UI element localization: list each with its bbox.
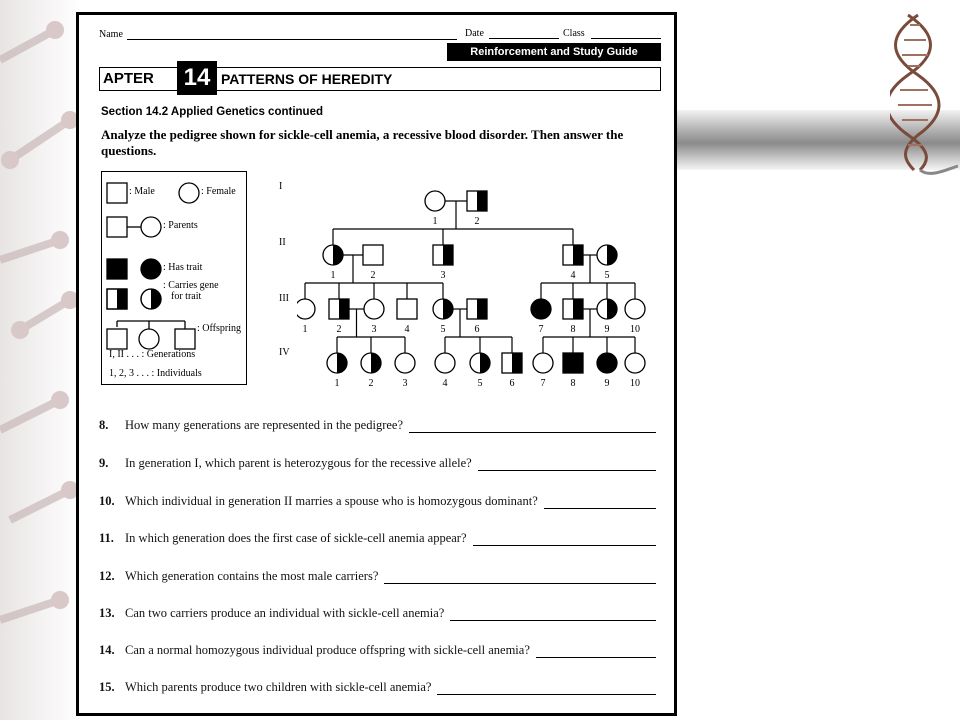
background-left-decoration	[0, 0, 80, 720]
gen2-individual-number: 2	[370, 270, 376, 281]
generation-label-3: III	[279, 293, 289, 304]
gen4-individual-number: 8	[570, 378, 576, 387]
question-text: Which parents produce two children with sickle-cell anemia?	[125, 680, 432, 694]
legend-offspring-square-icon	[107, 329, 127, 349]
gen3-individual-9-female-circle-icon	[597, 299, 617, 319]
molecule-decoration-icon	[0, 0, 80, 720]
legend-carries-label: : Carries gene	[163, 280, 219, 291]
question-text: In which generation does the first case of sickle-cell anemia appear?	[125, 531, 467, 545]
legend-affected-square-icon	[107, 259, 127, 279]
question-text: How many generations are represented in the pedigree?	[125, 418, 404, 432]
gen4-individual-6-male-square-icon	[502, 353, 522, 373]
instructions: Analyze the pedigree shown for sickle-cell anemia, a recessive blood disorder. Then answer the questions.	[101, 127, 624, 158]
answer-blank-8[interactable]	[409, 430, 656, 433]
question-number: 8.	[99, 418, 109, 432]
gen2-individual-number: 4	[570, 270, 576, 281]
question-8	[99, 418, 403, 433]
gen1-individual-1-female-circle-icon	[425, 191, 445, 211]
question-number: 11.	[99, 531, 114, 545]
name-line	[127, 39, 457, 40]
gen2-individual-5-female-circle-icon	[597, 245, 617, 265]
gen4-individual-number: 2	[368, 378, 374, 387]
question-number: 13.	[99, 606, 115, 620]
legend-parents-label: : Parents	[163, 220, 198, 231]
gen2-individual-4-male-square-icon	[563, 245, 583, 265]
gen3-individual-number: 4	[404, 324, 410, 335]
gen2-individual-3-male-square-icon	[433, 245, 453, 265]
gen3-individual-3-female-circle-icon	[364, 299, 384, 319]
legend-parent-circle-icon	[141, 217, 161, 237]
question-number: 9.	[99, 456, 109, 470]
answer-blank-10[interactable]	[544, 506, 656, 509]
question-text: Which generation contains the most male carriers?	[125, 569, 379, 583]
gen2-individual-1-female-circle-icon	[323, 245, 343, 265]
legend-individuals-label: 1, 2, 3 . . . : Individuals	[109, 368, 202, 379]
chapter-number-box: 14	[177, 61, 217, 95]
legend-male-square-icon	[107, 183, 127, 203]
gen2-individual-2-male-square-icon	[363, 245, 383, 265]
gen4-individual-9-female-circle-icon	[597, 353, 617, 373]
gen3-individual-number: 10	[630, 324, 640, 335]
question-11	[99, 531, 467, 546]
date-line	[489, 38, 559, 39]
legend-offspring-circle-icon	[139, 329, 159, 349]
gen4-individual-7-female-circle-icon	[533, 353, 553, 373]
gen1-individual-2-male-square-icon	[467, 191, 487, 211]
question-number: 12.	[99, 569, 115, 583]
gen2-individual-number: 1	[330, 270, 336, 281]
question-13	[99, 606, 444, 621]
worksheet	[76, 12, 677, 716]
legend-offspring-label: : Offspring	[197, 323, 241, 334]
gen4-individual-1-female-circle-icon	[327, 353, 347, 373]
question-12	[99, 569, 378, 584]
legend-male-label: : Male	[129, 186, 155, 197]
gen4-individual-number: 10	[630, 378, 640, 387]
gen3-individual-number: 5	[440, 324, 446, 335]
answer-blank-11[interactable]	[473, 543, 656, 546]
gen3-individual-8-male-square-icon	[563, 299, 583, 319]
chapter-title: PATTERNS OF HEREDITY	[221, 71, 393, 87]
generation-label-2: II	[279, 237, 286, 248]
question-9	[99, 456, 472, 471]
gen3-individual-6-male-square-icon	[467, 299, 487, 319]
gen4-individual-4-female-circle-icon	[435, 353, 455, 373]
legend-female-circle-icon	[179, 183, 199, 203]
gen2-individual-number: 3	[440, 270, 446, 281]
gen4-individual-number: 6	[509, 378, 515, 387]
gen3-individual-number: 8	[570, 324, 576, 335]
question-text: Which individual in generation II marries a spouse who is homozygous dominant?	[125, 494, 538, 508]
section-heading	[101, 106, 323, 118]
gen3-individual-4-male-square-icon	[397, 299, 417, 319]
section-continued: continued	[268, 106, 323, 118]
study-guide-banner: Reinforcement and Study Guide	[447, 43, 661, 61]
gen3-individual-number: 1	[302, 324, 308, 335]
gen4-individual-10-female-circle-icon	[625, 353, 645, 373]
legend-has-trait-label: : Has trait	[163, 262, 203, 273]
gen4-individual-number: 1	[334, 378, 340, 387]
answer-blank-14[interactable]	[536, 655, 656, 658]
pedigree-chart	[297, 165, 659, 387]
question-14	[99, 643, 530, 658]
gen3-individual-1-female-circle-icon	[297, 299, 315, 319]
answer-blank-9[interactable]	[478, 468, 656, 471]
answer-blank-15[interactable]	[437, 692, 656, 695]
gen3-individual-number: 3	[371, 324, 377, 335]
class-label: Class	[563, 28, 585, 39]
gen4-individual-number: 7	[540, 378, 546, 387]
question-10	[99, 494, 538, 509]
gen2-individual-number: 5	[604, 270, 610, 281]
legend-offspring-square2-icon	[175, 329, 195, 349]
legend-carries-label-2: for trait	[171, 291, 202, 302]
chapter-word: APTER	[103, 70, 154, 87]
legend-female-label: : Female	[201, 186, 236, 197]
gen4-individual-number: 4	[442, 378, 448, 387]
question-number: 15.	[99, 680, 115, 694]
question-text: Can two carriers produce an individual with sickle-cell anemia?	[125, 606, 445, 620]
gen3-individual-5-female-circle-icon	[433, 299, 453, 319]
gen3-individual-number: 2	[336, 324, 342, 335]
legend-parent-square-icon	[107, 217, 127, 237]
gen4-individual-5-female-circle-icon	[470, 353, 490, 373]
gen4-individual-number: 5	[477, 378, 483, 387]
class-line	[591, 38, 661, 39]
date-label: Date	[465, 28, 484, 39]
gen4-individual-2-female-circle-icon	[361, 353, 381, 373]
section-label: Section 14.2	[101, 106, 169, 118]
legend-affected-circle-icon	[141, 259, 161, 279]
answer-blank-13[interactable]	[450, 618, 656, 621]
gen1-individual-number: 1	[432, 216, 438, 227]
gen3-individual-7-female-circle-icon	[531, 299, 551, 319]
answer-blank-12[interactable]	[384, 581, 656, 584]
generation-label-4: IV	[279, 347, 290, 358]
question-15	[99, 680, 431, 695]
gen4-individual-number: 3	[402, 378, 408, 387]
dna-helix-icon	[890, 10, 960, 180]
gen3-individual-number: 7	[538, 324, 544, 335]
gen4-individual-3-female-circle-icon	[395, 353, 415, 373]
section-title: Applied Genetics	[170, 106, 265, 118]
gen4-individual-8-male-square-icon	[563, 353, 583, 373]
legend-generations-label: I, II . . . : Generations	[109, 349, 196, 360]
gen1-individual-number: 2	[474, 216, 480, 227]
gen3-individual-number: 9	[604, 324, 610, 335]
question-number: 14.	[99, 643, 115, 657]
gen3-individual-number: 6	[474, 324, 480, 335]
question-text: In generation I, which parent is heterozygous for the recessive allele?	[125, 456, 472, 470]
question-number: 10.	[99, 494, 115, 508]
gen3-individual-10-female-circle-icon	[625, 299, 645, 319]
gen4-individual-number: 9	[604, 378, 610, 387]
name-label: Name	[99, 29, 123, 40]
gen3-individual-2-male-square-icon	[329, 299, 349, 319]
question-text: Can a normal homozygous individual produce offspring with sickle-cell anemia?	[125, 643, 530, 657]
generation-label-1: I	[279, 181, 283, 192]
